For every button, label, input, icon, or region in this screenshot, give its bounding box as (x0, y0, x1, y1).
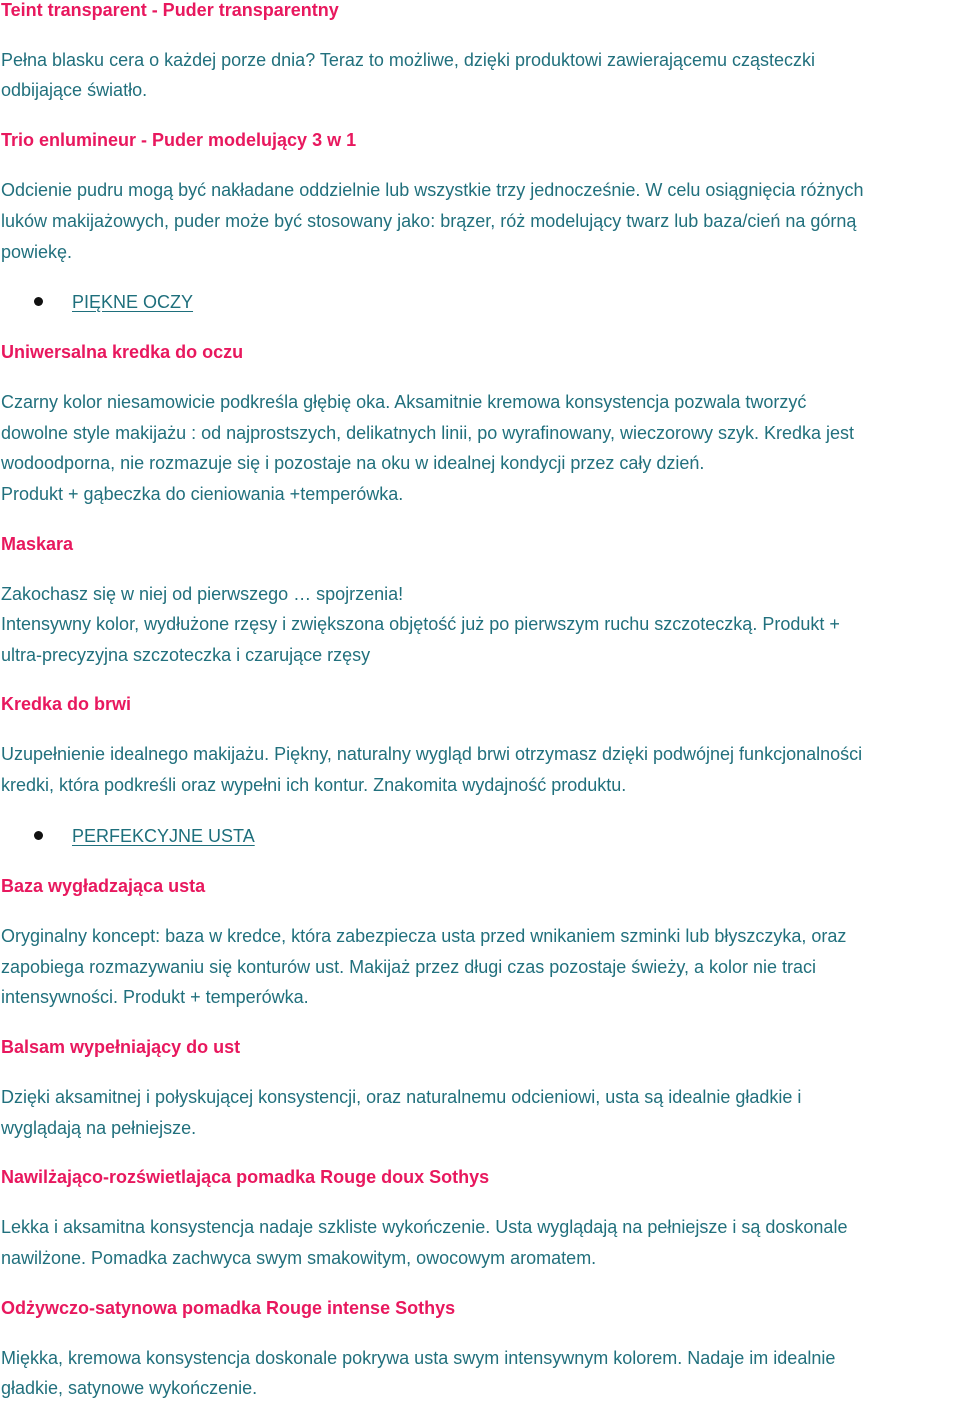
paragraph-line: wyglądają na pełniejsze. (1, 1118, 197, 1138)
paragraph-line: Dzięki aksamitnej i połyskującej konsystencji, oraz naturalnemu odcieniowi, usta są idealnie gładkie i (1, 1087, 802, 1107)
paragraph-line: Produkt + gąbeczka do cieniowania +temperówka. (1, 484, 404, 504)
paragraph-line: luków makijażowych, puder może być stosowany jako: brązer, róż modelujący twarz lub baza/cień na górną (1, 211, 857, 231)
paragraph-line: Uzupełnienie idealnego makijażu. Piękny, naturalny wygląd brwi otrzymasz dzięki podwójnej funkcjonalności (1, 744, 863, 764)
paragraph-line: wodoodporna, nie rozmazuje się i pozostaje na oku w idealnej kondycji przez cały dzień. (1, 453, 705, 473)
bullet-dot-icon (34, 831, 43, 840)
section-heading-maskara: Maskara (1, 534, 74, 554)
link-piekne-oczy[interactable]: PIĘKNE OCZY (72, 292, 194, 312)
paragraph-line: Pełna blasku cera o każdej porze dnia? Teraz to możliwe, dzięki produktowi zawierającemu cząsteczki (1, 50, 816, 70)
paragraph-line: Lekka i aksamitna konsystencja nadaje szkliste wykończenie. Usta wyglądają na pełniejsze i są doskonale (1, 1217, 848, 1237)
section-heading-balsam: Balsam wypełniający do ust (1, 1037, 241, 1057)
section-heading-kredka-oczu: Uniwersalna kredka do oczu (1, 342, 244, 362)
paragraph-line: ultra-precyzyjna szczoteczka i czarujące rzęsy (1, 645, 371, 665)
paragraph-line: gładkie, satynowe wykończenie. (1, 1378, 258, 1398)
section-heading-rouge-intense: Odżywczo-satynowa pomadka Rouge intense Sothys (1, 1298, 456, 1318)
section-heading-kredka-brwi: Kredka do brwi (1, 694, 132, 714)
section-heading-baza: Baza wygładzająca usta (1, 876, 206, 896)
paragraph-line: Zakochasz się w niej od pierwszego … spojrzenia! (1, 584, 404, 604)
section-heading-trio: Trio enlumineur - Puder modelujący 3 w 1 (1, 130, 357, 150)
section-heading-teint: Teint transparent - Puder transparentny (1, 0, 339, 20)
bullet-dot-icon (34, 297, 43, 306)
paragraph-line: powiekę. (1, 242, 73, 262)
paragraph-line: Czarny kolor niesamowicie podkreśla głębię oka. Aksamitnie kremowa konsystencja pozwala tworzyć (1, 392, 807, 412)
paragraph-line: dowolne style makijażu : od najprostszych, delikatnych linii, po wyrafinowany, wieczorowy szyk. Kredka jest (1, 423, 855, 443)
paragraph-line: odbijające światło. (1, 80, 148, 100)
paragraph-line: nawilżone. Pomadka zachwyca swym smakowitym, owocowym aromatem. (1, 1248, 597, 1268)
link-perfekcyjne-usta[interactable]: PERFEKCYJNE USTA (72, 826, 255, 846)
paragraph-line: zapobiega rozmazywaniu się konturów ust. Makijaż przez długi czas pozostaje świeży, a kolor nie traci (1, 957, 817, 977)
paragraph-line: Intensywny kolor, wydłużone rzęsy i zwiększona objętość już po pierwszym ruchu szczoteczką. Produkt + (1, 614, 840, 634)
paragraph-line: Odcienie pudru mogą być nakładane oddzielnie lub wszystkie trzy jednocześnie. W celu osiągnięcia różnych (1, 180, 864, 200)
paragraph-line: intensywności. Produkt + temperówka. (1, 987, 309, 1007)
section-heading-rouge-doux: Nawilżająco-rozświetlająca pomadka Rouge doux Sothys (1, 1167, 490, 1187)
paragraph-line: kredki, która podkreśli oraz wypełni ich kontur. Znakomita wydajność produktu. (1, 775, 627, 795)
paragraph-line: Miękka, kremowa konsystencja doskonale pokrywa usta swym intensywnym kolorem. Nadaje im idealnie (1, 1348, 836, 1368)
paragraph-line: Oryginalny koncept: baza w kredce, która zabezpiecza usta przed wnikaniem szminki lub błyszczyka, oraz (1, 926, 847, 946)
